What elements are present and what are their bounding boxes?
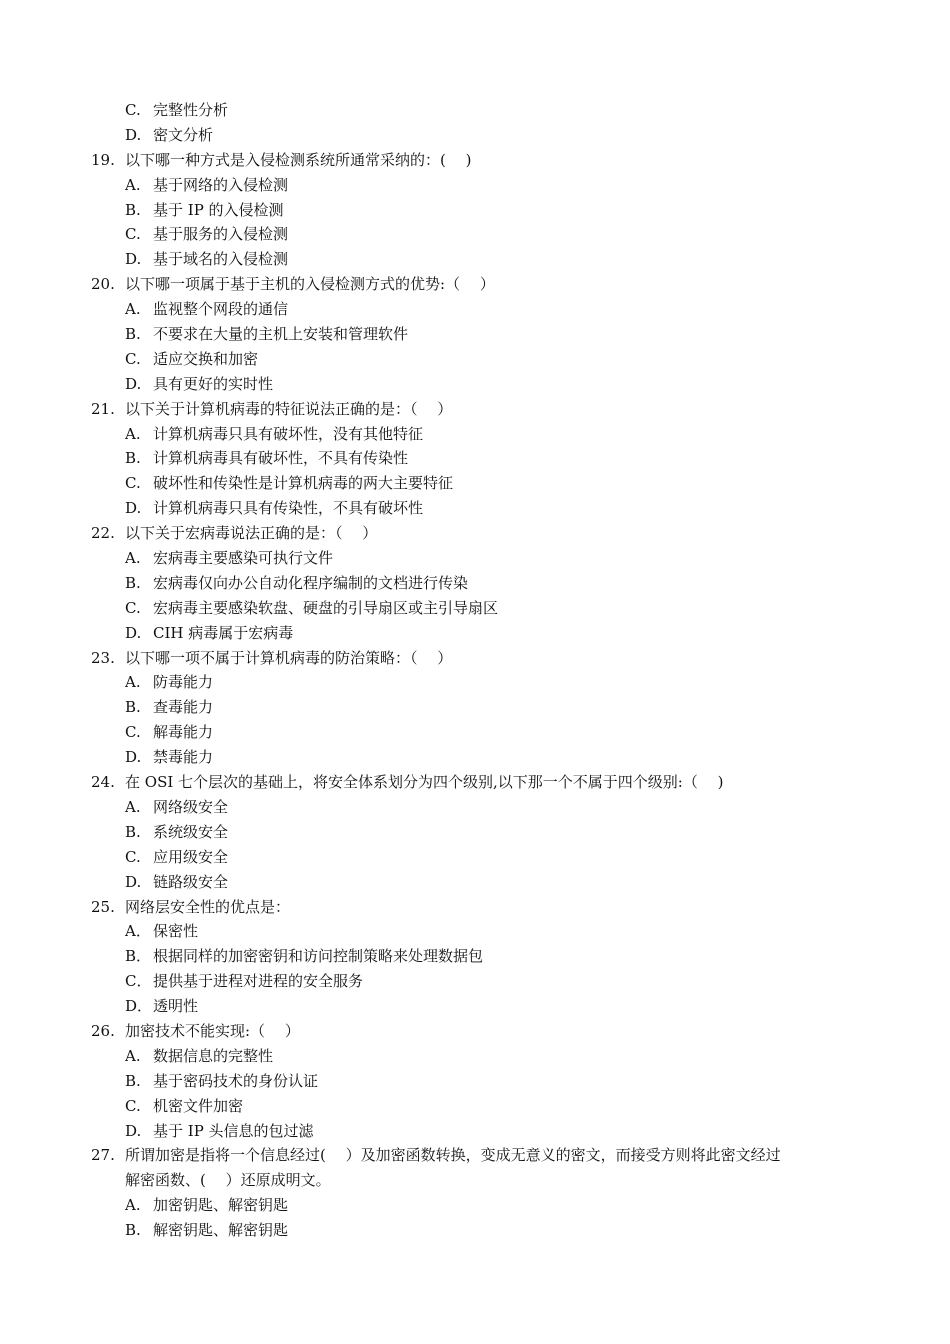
option-item [0,98,950,123]
option-item [0,969,950,994]
option-item [0,297,950,322]
option-item [0,1218,950,1243]
option-letter: A． [125,922,151,941]
option-letter: D. [125,374,142,393]
option-text: 完整性分析 [153,101,229,119]
question-number: 19. [91,150,115,169]
question-25 [0,895,950,920]
question-23 [0,646,950,671]
option-text: 禁毒能力 [153,748,214,767]
option-text: 基于服务的入侵检测 [153,225,289,244]
option-letter: C. [125,598,141,617]
option-letter: C. [125,723,141,742]
option-item [0,720,950,745]
option-text: 透明性 [153,997,199,1016]
option-item [0,222,950,247]
option-item [0,695,950,720]
option-text: 根据同样的加密密钥和访问控制策略来处理数据包 [153,947,484,966]
option-letter: B. [125,822,141,841]
option-letter: A. [125,424,141,443]
question-text-line-1: 所谓加密是指将一个信息经过( ）及加密函数转换，变成无意义的密文，而接受方则将此密文经过 [125,1146,781,1165]
question-text: 以下哪一项不属于计算机病毒的防治策略：（ ） [125,648,453,667]
option-item [0,471,950,496]
option-letter: D. [125,125,142,144]
option-item [0,820,950,845]
option-item [0,496,950,521]
option-text: 数据信息的完整性 [153,1046,274,1065]
option-letter: C. [125,474,141,493]
option-text: 宏病毒仅向办公自动化程序编制的文档进行传染 [153,573,469,592]
option-text: 破坏性和传染性是计算机病毒的两大主要特征 [153,474,454,493]
option-letter: A. [125,1196,141,1215]
option-item [0,571,950,596]
option-item [0,1069,950,1094]
option-letter: A. [125,797,141,816]
question-number: 25. [91,897,115,916]
option-letter: B. [125,573,141,592]
option-letter: B． [125,947,152,966]
question-27-continuation [0,1168,950,1193]
option-letter: D. [125,499,142,518]
option-letter: C. [125,101,141,119]
question-22 [0,521,950,546]
question-26 [0,1019,950,1044]
question-20 [0,272,950,297]
option-item [0,546,950,571]
option-text: 基于域名的入侵检测 [153,250,289,269]
option-letter: A. [125,549,141,568]
option-letter: D. [125,250,142,269]
option-text: 解密钥匙、解密钥匙 [153,1221,289,1240]
option-letter: D． [125,997,153,1016]
option-letter: A. [125,673,141,692]
option-letter: D. [125,872,142,891]
option-letter: D. [125,623,142,642]
option-item [0,795,950,820]
option-text: 密文分析 [153,125,214,144]
option-item [0,1094,950,1119]
option-text: 计算机病毒只具有传染性，不具有破坏性 [153,499,424,518]
question-number: 24. [91,773,115,792]
question-24 [0,770,950,795]
question-number: 21. [91,399,115,418]
option-text: 基于密码技术的身份认证 [153,1071,319,1090]
question-number: 23. [91,648,115,667]
option-item [0,372,950,397]
option-text: 系统级安全 [153,822,229,841]
option-text: 宏病毒主要感染可执行文件 [153,549,334,568]
option-text: 保密性 [153,922,199,941]
option-letter: B. [125,325,141,344]
option-item [0,1044,950,1069]
option-text: 不要求在大量的主机上安装和管理软件 [153,325,409,344]
option-item [0,621,950,646]
question-text-line-2: 解密函数、( ）还原成明文。 [125,1171,331,1190]
option-item [0,745,950,770]
option-letter: A. [125,1046,141,1065]
option-text: 计算机病毒只具有破坏性，没有其他特征 [153,424,424,443]
option-text: 宏病毒主要感染软盘、硬盘的引导扇区或主引导扇区 [153,598,499,617]
option-text: 计算机病毒具有破坏性，不具有传染性 [153,449,409,468]
question-text: 以下关于计算机病毒的特征说法正确的是：（ ） [125,399,453,418]
option-item [0,322,950,347]
option-text: 应用级安全 [153,847,229,866]
question-text: 加密技术不能实现:（ ） [125,1021,300,1040]
option-text: 监视整个网段的通信 [153,300,289,319]
option-text: 解毒能力 [153,723,214,742]
option-text: 查毒能力 [153,698,214,717]
option-letter: B. [125,449,141,468]
question-text: 以下哪一项属于基于主机的入侵检测方式的优势:（ ） [125,275,495,294]
option-item [0,446,950,471]
option-text: 基于 IP 头信息的包过滤 [153,1121,314,1140]
option-item [0,919,950,944]
option-item [0,845,950,870]
question-number: 27. [91,1146,115,1165]
option-item [0,944,950,969]
question-27 [0,1143,950,1168]
option-item [0,247,950,272]
question-text: 以下哪一种方式是入侵检测系统所通常采纳的：( ) [125,150,472,169]
option-letter: D. [125,1121,142,1140]
option-item [0,994,950,1019]
option-text: 基于网络的入侵检测 [153,175,289,194]
option-letter: D. [125,748,142,767]
question-number: 26. [91,1021,115,1040]
option-text: 加密钥匙、解密钥匙 [153,1196,289,1215]
option-item [0,347,950,372]
option-text: 防毒能力 [153,673,214,692]
option-item [0,670,950,695]
option-text: 具有更好的实时性 [153,374,274,393]
option-letter: B. [125,698,141,717]
option-item [0,596,950,621]
option-letter: C. [125,1096,141,1115]
option-text: 提供基于进程对进程的安全服务 [153,972,364,991]
question-21 [0,397,950,422]
option-letter: C. [125,225,141,244]
question-19 [0,148,950,173]
option-text: 机密文件加密 [153,1096,244,1115]
option-letter: B. [125,1071,141,1090]
option-item [0,198,950,223]
question-number: 20. [91,275,115,294]
option-text: 链路级安全 [153,872,229,891]
option-item [0,422,950,447]
option-item [0,173,950,198]
option-letter: B. [125,200,141,219]
option-item [0,1119,950,1144]
question-number: 22. [91,524,115,543]
question-text: 网络层安全性的优点是： [125,897,291,916]
question-text: 以下关于宏病毒说法正确的是：（ ） [125,524,378,543]
option-letter: A. [125,300,141,319]
question-text: 在 OSI 七个层次的基础上，将安全体系划分为四个级别,以下那一个不属于四个级别:（ ) [125,773,724,792]
option-letter: A. [125,175,141,194]
option-letter: B. [125,1221,141,1240]
option-letter: C. [125,847,141,866]
option-letter: C. [125,349,141,368]
option-text: 适应交换和加密 [153,349,259,368]
option-item [0,870,950,895]
option-text: CIH 病毒属于宏病毒 [153,623,294,642]
option-item [0,1193,950,1218]
option-text: 基于 IP 的入侵检测 [153,200,284,219]
option-item [0,123,950,148]
option-letter: C． [125,972,152,991]
option-text: 网络级安全 [153,797,229,816]
